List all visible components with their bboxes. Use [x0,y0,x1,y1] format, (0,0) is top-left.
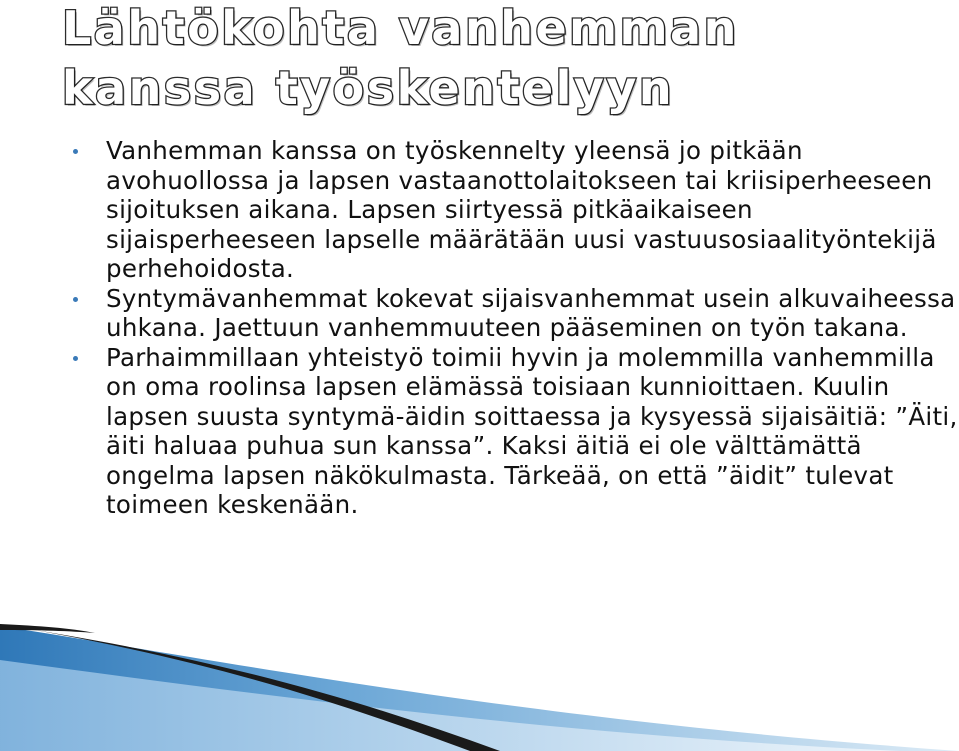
bullet-icon [73,297,78,302]
bullet-item [73,136,959,284]
bullet-text: Vanhemman kanssa on työskennelty yleensä jo pitkään avohuollossa ja lapsen vastaanottolaitokseen tai kriisiperheeseen sijoituksen aikana. Lapsen siirtyessä pitkäaikaiseen sijaisperheeseen lapselle määrätään uusi vastuusosiaalityöntekijä perhehoidosta. [106,136,937,283]
swoosh-decoration [0,600,959,751]
slide-title: Lähtökohta vanhemman kanssa työskentelyyn [62,1,739,115]
bullet-list [73,136,959,520]
bullet-item [73,343,959,520]
bullet-text: Syntymävanhemmat kokevat sijaisvanhemmat usein alkuvaiheessa uhkana. Jaettuun vanhemmuuteen pääseminen on työn takana. [106,283,956,342]
bullet-item [73,284,959,343]
bullet-icon [73,149,78,154]
bullet-icon [73,356,78,361]
bullet-text: Parhaimmillaan yhteistyö toimii hyvin ja molemmilla vanhemmilla on oma roolinsa lapsen elämässä toisiaan kunnioittaen. Kuulin lapsen suusta syntymä-äidin soittaessa ja kysyessä sijaisäitiä: ”Äiti, äiti haluaa puhua sun kanssa”. Kaksi äitiä ei ole välttämättä ongelma lapsen näkökulmasta. Tärkeää, on että ”äidit” tulevat toimeen keskenään. [106,342,958,519]
